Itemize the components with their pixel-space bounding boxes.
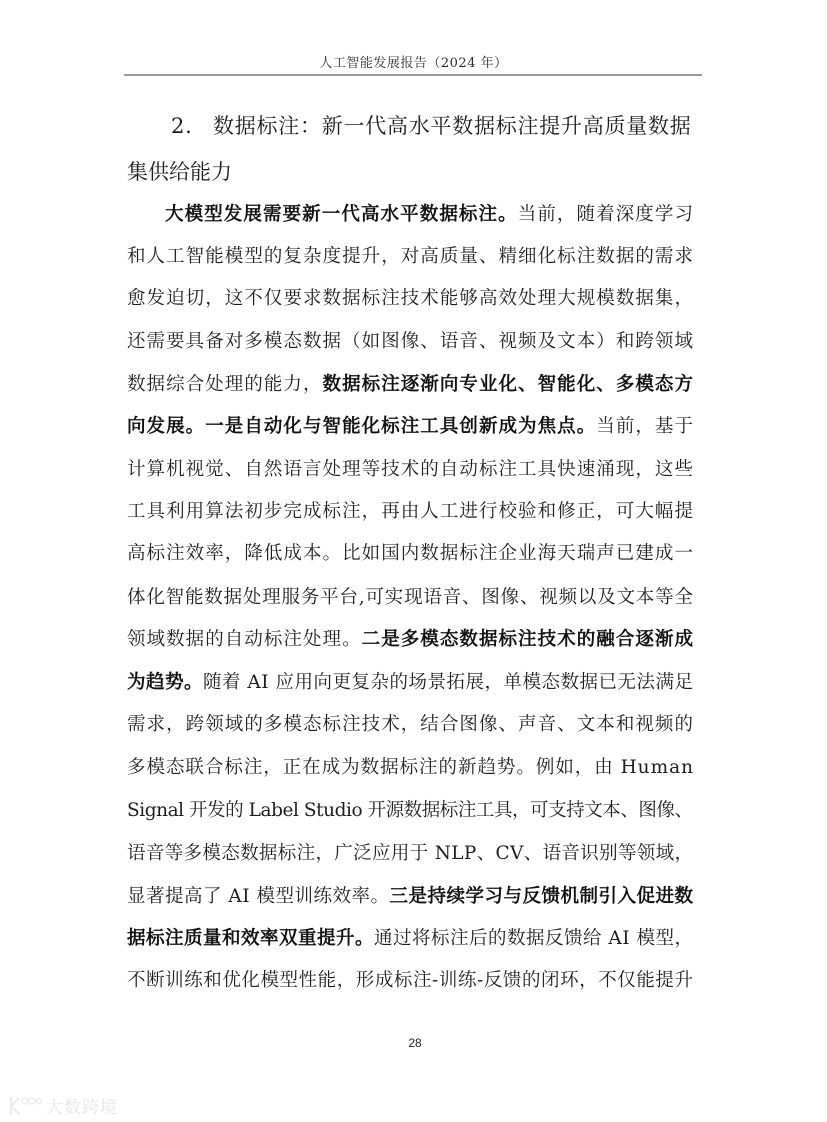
text-line	[127, 966, 693, 994]
text-line	[127, 839, 693, 867]
text-line	[127, 497, 693, 525]
section-heading-line-2: 集供给能力	[127, 160, 232, 184]
text-segment: 多模态联合标注，正在成为数据标注的新趋势。例如，由 Human	[127, 757, 694, 778]
text-segment: 计算机视觉、自然语言处理等技术的自动标注工具快速涌现，这些	[127, 459, 695, 480]
text-line	[127, 625, 693, 653]
text-line	[127, 455, 693, 483]
text-line	[127, 882, 693, 910]
k100-logo-icon	[8, 1095, 42, 1117]
text-line	[127, 412, 693, 440]
header-divider	[124, 74, 702, 76]
text-segment: 通过将标注后的数据反馈给 AI 模型，	[374, 928, 694, 949]
running-header: 人工智能发展报告（2024 年）	[319, 56, 508, 71]
text-line	[127, 583, 693, 611]
text-line	[127, 668, 693, 696]
watermark-text: 大数跨境	[46, 1098, 118, 1118]
text-segment: 数据综合处理的能力，	[127, 374, 323, 395]
text-segment: 语音等多模态数据标注，广泛应用于 NLP、CV、语音识别等领域，	[127, 843, 694, 864]
text-segment: Signal 开发的 Label Studio 开源数据标注工具，可支持文本、图像、	[127, 800, 693, 821]
text-line	[127, 327, 693, 355]
section-heading-line-1	[171, 110, 692, 140]
text-segment: 体化智能数据处理服务平台,可实现语音、图像、视频以及文本等全	[127, 587, 694, 608]
section-title-part-1: 数据标注：新一代高水平数据标注提升高质量数据	[213, 114, 692, 138]
text-line	[127, 370, 693, 398]
text-segment: 不断训练和优化模型性能，形成标注-训练-反馈的闭环，不仅能提升	[127, 970, 694, 991]
bold-lead-text: 大模型发展需要新一代高水平数据标注。	[165, 204, 518, 225]
text-segment: 当前，基于	[596, 416, 695, 437]
bold-lead-text: 数据标注逐渐向专业化、智能化、多模态方	[322, 374, 695, 395]
text-line	[127, 539, 693, 567]
text-segment: 随着 AI 应用向更复杂的场景拓展，单模态数据已无法满足	[203, 672, 694, 693]
bold-lead-text: 二是多模态数据标注技术的融合逐渐成	[361, 629, 695, 650]
page-number: 28	[408, 1036, 422, 1050]
section-number: 2.	[171, 114, 193, 138]
text-segment: 和人工智能模型的复杂度提升，对高质量、精细化标注数据的需求	[127, 246, 695, 267]
text-segment: 领域数据的自动标注处理。	[127, 629, 362, 650]
text-line	[127, 242, 693, 270]
text-segment: 需求，跨领域的多模态标注技术，结合图像、声音、文本和视频的	[127, 714, 695, 735]
text-line	[127, 284, 693, 312]
bold-lead-text: 三是持续学习与反馈机制引入促进数	[389, 886, 694, 907]
text-line	[165, 200, 693, 228]
text-segment: 工具利用算法初步完成标注，再由人工进行校验和修正，可大幅提	[127, 501, 695, 522]
text-line	[127, 710, 693, 738]
bold-lead-text: 为趋势。	[127, 672, 204, 693]
text-segment: 当前，随着深度学习	[517, 204, 695, 225]
text-segment: 显著提高了 AI 模型训练效率。	[127, 886, 390, 907]
text-segment: 还需要具备对多模态数据（如图像、语音、视频及文本）和跨领域	[127, 331, 695, 352]
bold-lead-text: 据标注质量和效率双重提升。	[127, 928, 375, 949]
text-segment: 高标注效率，降低成本。比如国内数据标注企业海天瑞声已建成一	[127, 543, 695, 564]
text-line	[127, 924, 693, 952]
text-segment: 愈发迫切，这不仅要求数据标注技术能够高效处理大规模数据集，	[127, 288, 695, 309]
text-line	[127, 753, 693, 781]
watermark	[8, 1093, 118, 1118]
text-line	[127, 796, 693, 824]
bold-lead-text: 向发展。一是自动化与智能化标注工具创新成为焦点。	[127, 416, 597, 437]
